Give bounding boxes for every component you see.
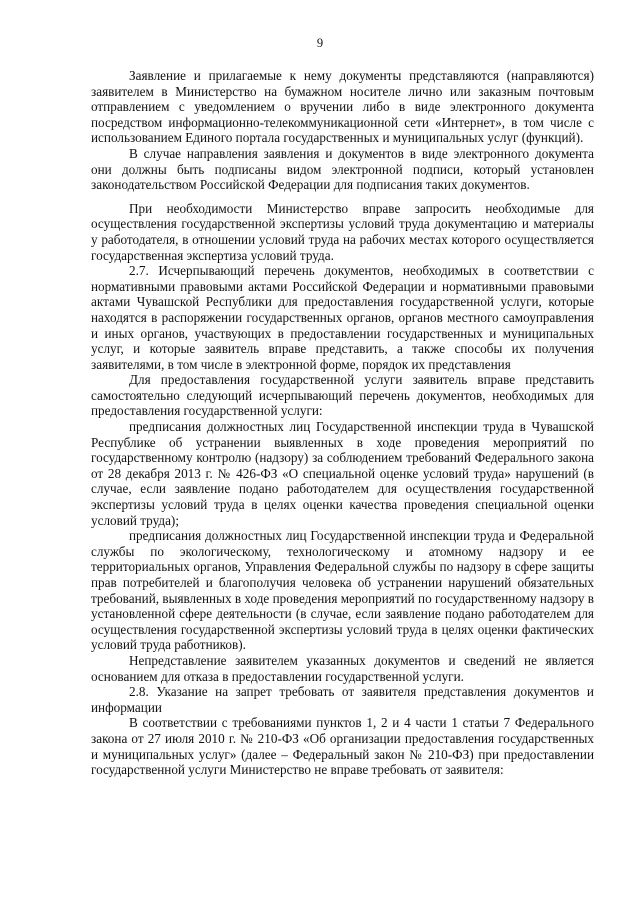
paragraph-law-210-fz: В соответствии с требованиями пунктов 1, 2 и 4 части 1 статьи 7 Федерального закона от 27 июля 2010 г. № 210-ФЗ «Об организации предоставления государственных и муниципальных услуг» (далее – Федеральный закон № 210-ФЗ) при предоставлении государственной услуги Министерство не вправе требовать от заявителя: [91, 715, 594, 778]
paragraph-optional-documents: Для предоставления государственной услуги заявитель вправе представить самостоятельно следующий исчерпывающий перечень документов, необходимых для предоставления государственной услуги: [91, 372, 594, 419]
paragraph-submission-methods: Заявление и прилагаемые к нему документы представляются (направляются) заявителем в Министерство на бумажном носителе лично или заказным почтовым отправлением с уведомлением о вручении либо в виде электронного документа посредством информационно-телекоммуникационной сети «Интернет», в том числе с использованием Единого портала государственных и муниципальных услуг (функций). [91, 68, 594, 146]
paragraph-request-documentation: При необходимости Министерство вправе запросить необходимые для осуществления государственной экспертизы условий труда документацию и материалы у работодателя, в отношении условий труда на рабочих местах которого осуществляется государственная экспертиза условий труда. [91, 200, 594, 263]
list-item-supervision-orders: предписания должностных лиц Государственной инспекции труда и Федеральной службы по экологическому, технологическому и атомному надзору и ее территориальных органов, Управления Федеральной службы по надзору в сфере защиты прав потребителей и благополучия человека об устранении нарушений обязательных требований, выявленных в ходе проведения мероприятий по государственному надзору в установленной сфере деятельности (в случае, если заявление подано работодателем для осуществления государственной экспертизы условий труда в целях оценки фактических условий труда работников). [91, 528, 594, 653]
document-body [91, 68, 594, 778]
section-heading-2-8: 2.8. Указание на запрет требовать от заявителя представления документов и информации [91, 684, 594, 715]
section-heading-2-7: 2.7. Исчерпывающий перечень документов, необходимых в соответствии с нормативными правовыми актами Российской Федерации и нормативными правовыми актами Чувашской Республики для предоставления государственной услуги, которые находятся в распоряжении государственных органов, органов местного самоуправления и иных органов, участвующих в предоставлении государственных и муниципальных услуг, и которые заявитель вправе представить, а также способы их получения заявителями, в том числе в электронной форме, порядок их представления [91, 263, 594, 372]
list-item-inspection-orders: предписания должностных лиц Государственной инспекции труда в Чувашской Республике об устранении выявленных в ходе проведения мероприятий по государственному контролю (надзору) за соблюдением требований Федерального закона от 28 декабря 2013 г. № 426-ФЗ «О специальной оценке условий труда» нарушений (в случае, если заявление подано работодателем для осуществления государственной экспертизы условий труда в целях оценки качества проведения специальной оценки условий труда); [91, 419, 594, 528]
paragraph-electronic-signature: В случае направления заявления и документов в виде электронного документа они должны быть подписаны видом электронной подписи, который установлен законодательством Российской Федерации для подписания таких документов. [91, 145, 594, 193]
paragraph-non-submission: Непредставление заявителем указанных документов и сведений не является основанием для отказа в предоставлении государственной услуги. [91, 652, 594, 684]
page-number: 9 [316, 36, 324, 50]
